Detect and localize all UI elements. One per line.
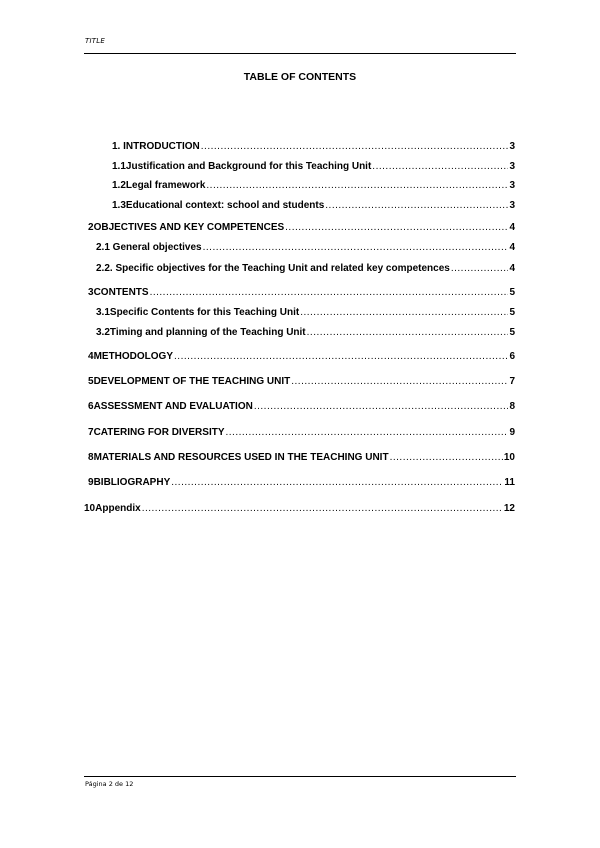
toc-entry-page: 8 (509, 401, 515, 412)
toc-entry-label: MATERIALS AND RESOURCES USED IN THE TEACHING UNIT (93, 452, 389, 463)
toc-entry-label: METHODOLOGY (93, 351, 174, 362)
dot-leader (285, 222, 508, 234)
dot-leader (300, 307, 508, 319)
toc-entry[interactable] (112, 141, 515, 153)
toc-entry-number: 2 (88, 222, 94, 233)
toc-entry-number: 5 (88, 376, 94, 387)
toc-entry-page: 5 (509, 287, 515, 298)
toc-entry-page: 9 (509, 427, 515, 438)
dot-leader (307, 327, 509, 339)
toc-entry-number: 1.1 (112, 161, 126, 172)
toc-entry[interactable] (88, 452, 515, 464)
toc-entry-label: CONTENTS (93, 287, 149, 298)
toc-entry-page: 4 (509, 242, 515, 253)
toc-entry[interactable] (88, 222, 515, 234)
toc-entry-page: 3 (509, 161, 515, 172)
toc-entry[interactable] (96, 327, 515, 339)
toc-entry-page: 3 (509, 200, 515, 211)
toc-entry[interactable] (112, 180, 515, 192)
toc-entry-label: OBJECTIVES AND KEY COMPETENCES (93, 222, 285, 233)
toc-entry[interactable] (88, 401, 515, 413)
toc-entry-label: Specific Contents for this Teaching Unit (109, 307, 300, 318)
toc-entry-page: 5 (509, 307, 515, 318)
dot-leader (203, 242, 509, 254)
dot-leader (372, 161, 508, 173)
toc-entry-number: 4 (88, 351, 94, 362)
dot-leader (174, 351, 508, 363)
page-number-footer: Página 2 de 12 (85, 780, 134, 788)
toc-entry-page: 4 (509, 263, 515, 274)
toc-entry[interactable] (112, 200, 515, 212)
toc-entry-page: 3 (509, 141, 515, 152)
toc-entry[interactable] (88, 351, 515, 363)
toc-entry-label: Timing and planning of the Teaching Unit (109, 327, 306, 338)
toc-entry-number: 3 (88, 287, 94, 298)
toc-entry-page: 5 (509, 327, 515, 338)
toc-entry-number: 7 (88, 427, 94, 438)
dot-leader (254, 401, 509, 413)
dot-leader (201, 141, 509, 153)
dot-leader (325, 200, 508, 212)
toc-entry-number: 8 (88, 452, 94, 463)
toc-entry-label: CATERING FOR DIVERSITY (93, 427, 225, 438)
toc-entry-label: Legal framework (125, 180, 206, 191)
toc-entry-label: Justification and Background for this Teaching Unit (125, 161, 372, 172)
toc-entry[interactable] (96, 242, 515, 254)
toc-entry-label: Educational context: school and students (125, 200, 325, 211)
dot-leader (206, 180, 508, 192)
footer-rule (84, 776, 516, 777)
toc-entry-label: ASSESSMENT AND EVALUATION (93, 401, 253, 412)
toc-entry[interactable] (88, 427, 515, 439)
dot-leader (451, 263, 509, 275)
dot-leader (291, 376, 508, 388)
toc-entry-label: 2.1 General objectives (96, 242, 202, 253)
toc-entry[interactable] (96, 263, 515, 275)
toc-entry-page: 7 (509, 376, 515, 387)
toc-entry-label: BIBLIOGRAPHY (93, 477, 171, 488)
toc-entry-page: 12 (503, 503, 515, 514)
toc-entry-label: 2.2. Specific objectives for the Teaching Unit and related key competences (96, 263, 450, 274)
toc-entry-label: DEVELOPMENT OF THE TEACHING UNIT (93, 376, 291, 387)
running-header-title: TITLE (85, 37, 105, 45)
toc-entry[interactable] (88, 287, 515, 299)
toc-entry[interactable] (88, 376, 515, 388)
toc-entry-page: 6 (509, 351, 515, 362)
toc-entry[interactable] (88, 477, 515, 489)
toc-entry-page: 3 (509, 180, 515, 191)
toc-entry-number: 3.2 (96, 327, 110, 338)
toc-entry-number: 1.3 (112, 200, 126, 211)
toc-entry-page: 11 (504, 477, 515, 488)
toc-entry[interactable] (112, 161, 515, 173)
toc-entry-page: 10 (503, 452, 515, 463)
toc-entry-number: 9 (88, 477, 94, 488)
toc-entry[interactable] (96, 307, 515, 319)
toc-entry-number: 6 (88, 401, 94, 412)
toc-entry-label: Appendix (95, 503, 141, 514)
dot-leader (171, 477, 503, 489)
toc-entry-number: 10 (84, 503, 96, 514)
toc-entry-label: 1. INTRODUCTION (112, 141, 200, 152)
toc-entry-number: 3.1 (96, 307, 110, 318)
dot-leader (150, 287, 509, 299)
dot-leader (226, 427, 509, 439)
toc-entry-page: 4 (509, 222, 515, 233)
dot-leader (390, 452, 503, 464)
toc-entry-number: 1.2 (112, 180, 126, 191)
header-rule (84, 53, 516, 54)
toc-entry[interactable] (84, 503, 515, 515)
toc-heading: TABLE OF CONTENTS (243, 71, 357, 83)
dot-leader (142, 503, 503, 515)
